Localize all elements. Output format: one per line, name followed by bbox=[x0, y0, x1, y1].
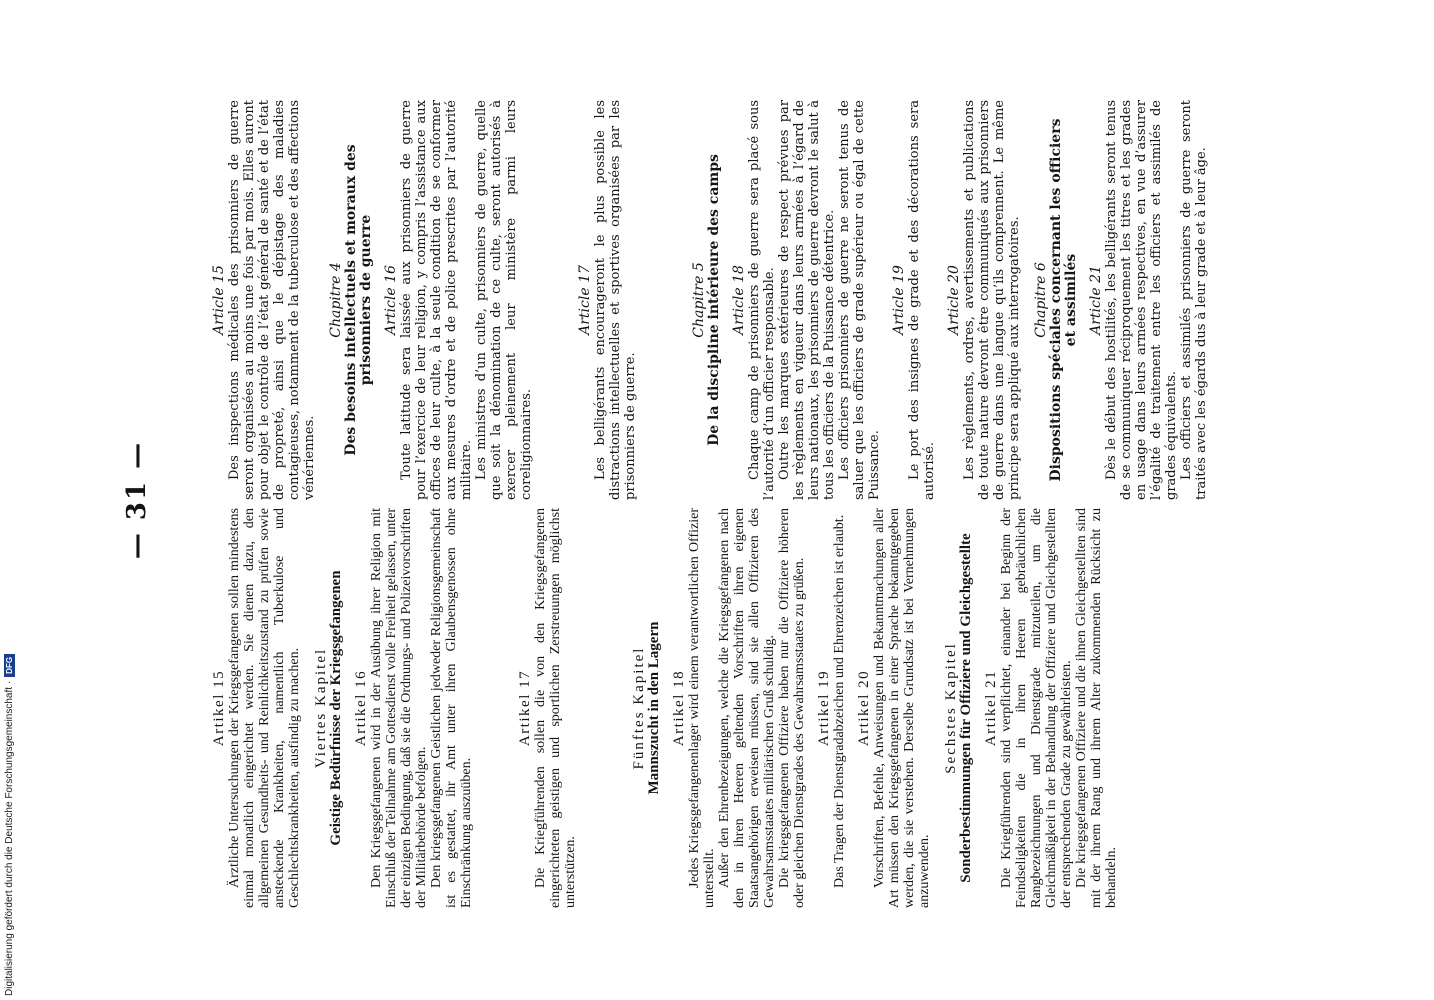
article-paragraph: Le port des insignes de grade et des décorations sera autorisé. bbox=[907, 100, 937, 500]
article-paragraph: Chaque camp de prisonniers de guerre sera placé sous l’autorité d’un officier responsable. bbox=[747, 100, 777, 500]
article-title: Article 20 bbox=[946, 265, 962, 335]
chapter-6-fr bbox=[1034, 100, 1079, 500]
chapter-subtitle: Dispositions spéciales concernant les officiers et assimilés bbox=[1048, 118, 1079, 482]
chapter-4-fr bbox=[329, 100, 374, 500]
article-20-de bbox=[857, 508, 932, 908]
article-paragraph: Die kriegsgefangenen Offiziere und die ihnen Gleichgestellten sind mit der ihrem Rang und ihrem Alter zukommenden Rücksicht zu behandeln. bbox=[1074, 508, 1119, 908]
chapter-title: Viertes Kapitel bbox=[313, 647, 329, 769]
article-17-fr bbox=[578, 100, 638, 500]
article-15-fr bbox=[212, 100, 317, 500]
article-paragraph: Vorschriften, Befehle, Anweisungen und Bekanntmachungen aller Art müssen den Kriegsgefangenen in einer Sprache bekanntgegeben werden, die sie verstehen. Derselbe Grundsatz ist bei Vernehmungen anzuwenden. bbox=[872, 508, 932, 908]
chapter-title: Sechstes Kapitel bbox=[943, 642, 959, 774]
article-paragraph: Des inspections médicales des prisonniers de guerre seront organisées au moins une fois par mois. Elles auront pour objet le contrôle de l’état général de santé et de l’état de propreté, ainsi que le dépistage des maladies contagieuses, notamment de la tuberculose et des affections vénériennes. bbox=[227, 100, 317, 500]
german-column bbox=[210, 508, 1129, 908]
chapter-5-de bbox=[632, 508, 662, 908]
article-19-fr bbox=[892, 100, 937, 500]
article-title: Article 16 bbox=[383, 265, 399, 335]
chapter-title: Fünftes Kapitel bbox=[631, 646, 647, 770]
chapter-subtitle: Des besoins intellectuels et moraux des prisonniers de guerre bbox=[343, 144, 374, 456]
chapter-subtitle: De la discipline intérieure des camps bbox=[706, 154, 722, 446]
chapter-subtitle: Geistige Bedürfnisse der Kriegsgefangenen bbox=[328, 570, 344, 846]
article-title: Artikel 18 bbox=[671, 669, 687, 747]
chapter-title: Chapitre 6 bbox=[1033, 262, 1049, 338]
page-number: — 31 — bbox=[122, 440, 152, 560]
article-21-fr bbox=[1089, 100, 1209, 500]
chapter-subtitle: Mannszucht in den Lagern bbox=[646, 621, 662, 795]
chapter-title: Chapitre 4 bbox=[328, 262, 344, 338]
credit-text: Digitalisierung gefördert durch die Deutsche Forschungsgemeinschaft · bbox=[4, 680, 15, 996]
article-17-de bbox=[518, 508, 578, 908]
article-paragraph: Den kriegsgefangenen Geistlichen jedweder Religionsgemeinschaft ist es gestattet, ihr Amt unter ihren Glaubensgenossen ohne Einschränkung auszuüben. bbox=[429, 508, 474, 908]
article-paragraph: Den Kriegsgefangenen wird in der Ausübung ihrer Religion mit Einschluß der Teilnahme am Gottesdienst volle Freiheit gelassen, unter der einzigen Bedingung, daß sie die Ordnungs- und Polizeivorschriften der Militärbehörde befolgen. bbox=[369, 508, 429, 908]
article-paragraph: Les officiers et assimilés prisonniers de guerre seront traités avec les égards dus à leur grade et à leur âge. bbox=[1179, 100, 1209, 500]
article-paragraph: Toute latitude sera laissée aux prisonniers de guerre pour l’exercice de leur religion, y compris l’assistance aux offices de leur culte, à la seule condition de se conformer aux mesures d’ordre et de police prescrites par l’autorité militaire. bbox=[399, 100, 474, 500]
article-16-de bbox=[354, 508, 474, 908]
article-19-de bbox=[817, 508, 847, 908]
french-column bbox=[210, 100, 1219, 500]
article-paragraph: Außer den Ehrenbezeigungen, welche die Kriegsgefangenen nach den in ihren Heeren geltenden Vorschriften ihren eigenen Staatsangehörigen erweisen müssen, sind sie allen Offizieren des Gewahrsamsstaates militärischen Gruß schuldig. bbox=[717, 508, 777, 908]
chapter-6-de bbox=[944, 508, 974, 908]
article-paragraph: Die Kriegführenden sollen die von den Kriegsgefangenen eingerichteten geistigen und sportlichen Zerstreuungen möglichst unterstützen. bbox=[533, 508, 578, 908]
dfg-logo: DFG bbox=[4, 654, 15, 677]
article-18-de bbox=[672, 508, 807, 908]
article-paragraph: Outre les marques extérieures de respect prévues par les règlements en vigueur dans leurs armées à l’égard de leurs nationaux, les prisonniers de guerre devront le salut à tous les officiers de la Puissance détentrice. bbox=[777, 100, 837, 500]
chapter-title: Chapitre 5 bbox=[691, 262, 707, 338]
digitization-credit bbox=[4, 654, 15, 996]
article-paragraph: Das Tragen der Dienstgradabzeichen und Ehrenzeichen ist erlaubt. bbox=[832, 514, 847, 888]
article-title: Artikel 16 bbox=[353, 669, 369, 747]
article-title: Article 18 bbox=[731, 265, 747, 335]
article-15-de bbox=[212, 508, 302, 908]
article-20-fr bbox=[947, 100, 1022, 500]
article-title: Article 19 bbox=[891, 265, 907, 335]
article-title: Artikel 19 bbox=[816, 669, 832, 747]
article-title: Article 21 bbox=[1088, 265, 1104, 335]
article-16-fr bbox=[384, 100, 534, 500]
article-title: Article 15 bbox=[211, 265, 227, 335]
article-21-de bbox=[984, 508, 1119, 908]
chapter-4-de bbox=[314, 508, 344, 908]
article-paragraph: Die kriegsgefangenen Offiziere haben nur die Offiziere höheren oder gleichen Dienstgrades des Gewahrsamsstaates zu grüßen. bbox=[777, 508, 807, 908]
article-paragraph: Die Kriegführenden sind verpflichtet, einander bei Beginn der Feindseligkeiten die in ihren Heeren gebräuchlichen Rangbezeichnungen und Dienstgrade mitzuteilen, um die Gleichmäßigkeit in der Behandlung der Offiziere und Gleichgestellten der entsprechenden Grade zu gewährleisten. bbox=[999, 508, 1074, 908]
article-title: Artikel 21 bbox=[983, 669, 999, 747]
article-paragraph: Jedes Kriegsgefangenenlager wird einem verantwortlichen Offizier unterstellt. bbox=[687, 508, 717, 908]
article-title: Artikel 20 bbox=[856, 669, 872, 747]
article-paragraph: Ärztliche Untersuchungen der Kriegsgefangenen sollen mindestens einmal monatlich eingerichtet werden. Sie dienen dazu, den allgemeinen Gesundheits- und Reinlichkeitszustand zu prüfen sowie ansteckende Krankheiten, namentlich Tuberkulose und Geschlechtskrankheiten, ausfindig zu machen. bbox=[227, 508, 302, 908]
chapter-5-fr bbox=[692, 100, 722, 500]
article-paragraph: Les ministres d’un culte, prisonniers de guerre, quelle que soit la dénomination de ce culte, seront autorisés à exercer pleinement leur ministère parmi leurs coreligionnaires. bbox=[474, 100, 534, 500]
article-paragraph: Dès le début des hostilités, les belligérants seront tenus de se communiquer réciproquement les titres et les grades en usage dans leurs armées respectives, en vue d’assurer l’égalité de traitement entre les officiers et assimilés de grades équivalents. bbox=[1104, 100, 1179, 500]
article-paragraph: Les officiers prisonniers de guerre ne seront tenus de saluer que les officiers de grade supérieur ou égal de cette Puissance. bbox=[837, 100, 882, 500]
article-paragraph: Les règlements, ordres, avertissements et publications de toute nature devront être communiqués aux prisonniers de guerre dans une langue qu’ils comprennent. Le même principe sera appliqué aux interrogatoires. bbox=[962, 100, 1022, 500]
article-18-fr bbox=[732, 100, 882, 500]
article-title: Article 17 bbox=[577, 265, 593, 335]
article-title: Artikel 17 bbox=[517, 669, 533, 747]
chapter-subtitle: Sonderbestimmungen für Offiziere und Gleichgestellte bbox=[958, 533, 974, 883]
article-paragraph: Les belligérants encourageront le plus possible les distractions intellectuelles et sportives organisées par les prisonniers de guerre. bbox=[593, 100, 638, 500]
article-title: Artikel 15 bbox=[211, 669, 227, 747]
